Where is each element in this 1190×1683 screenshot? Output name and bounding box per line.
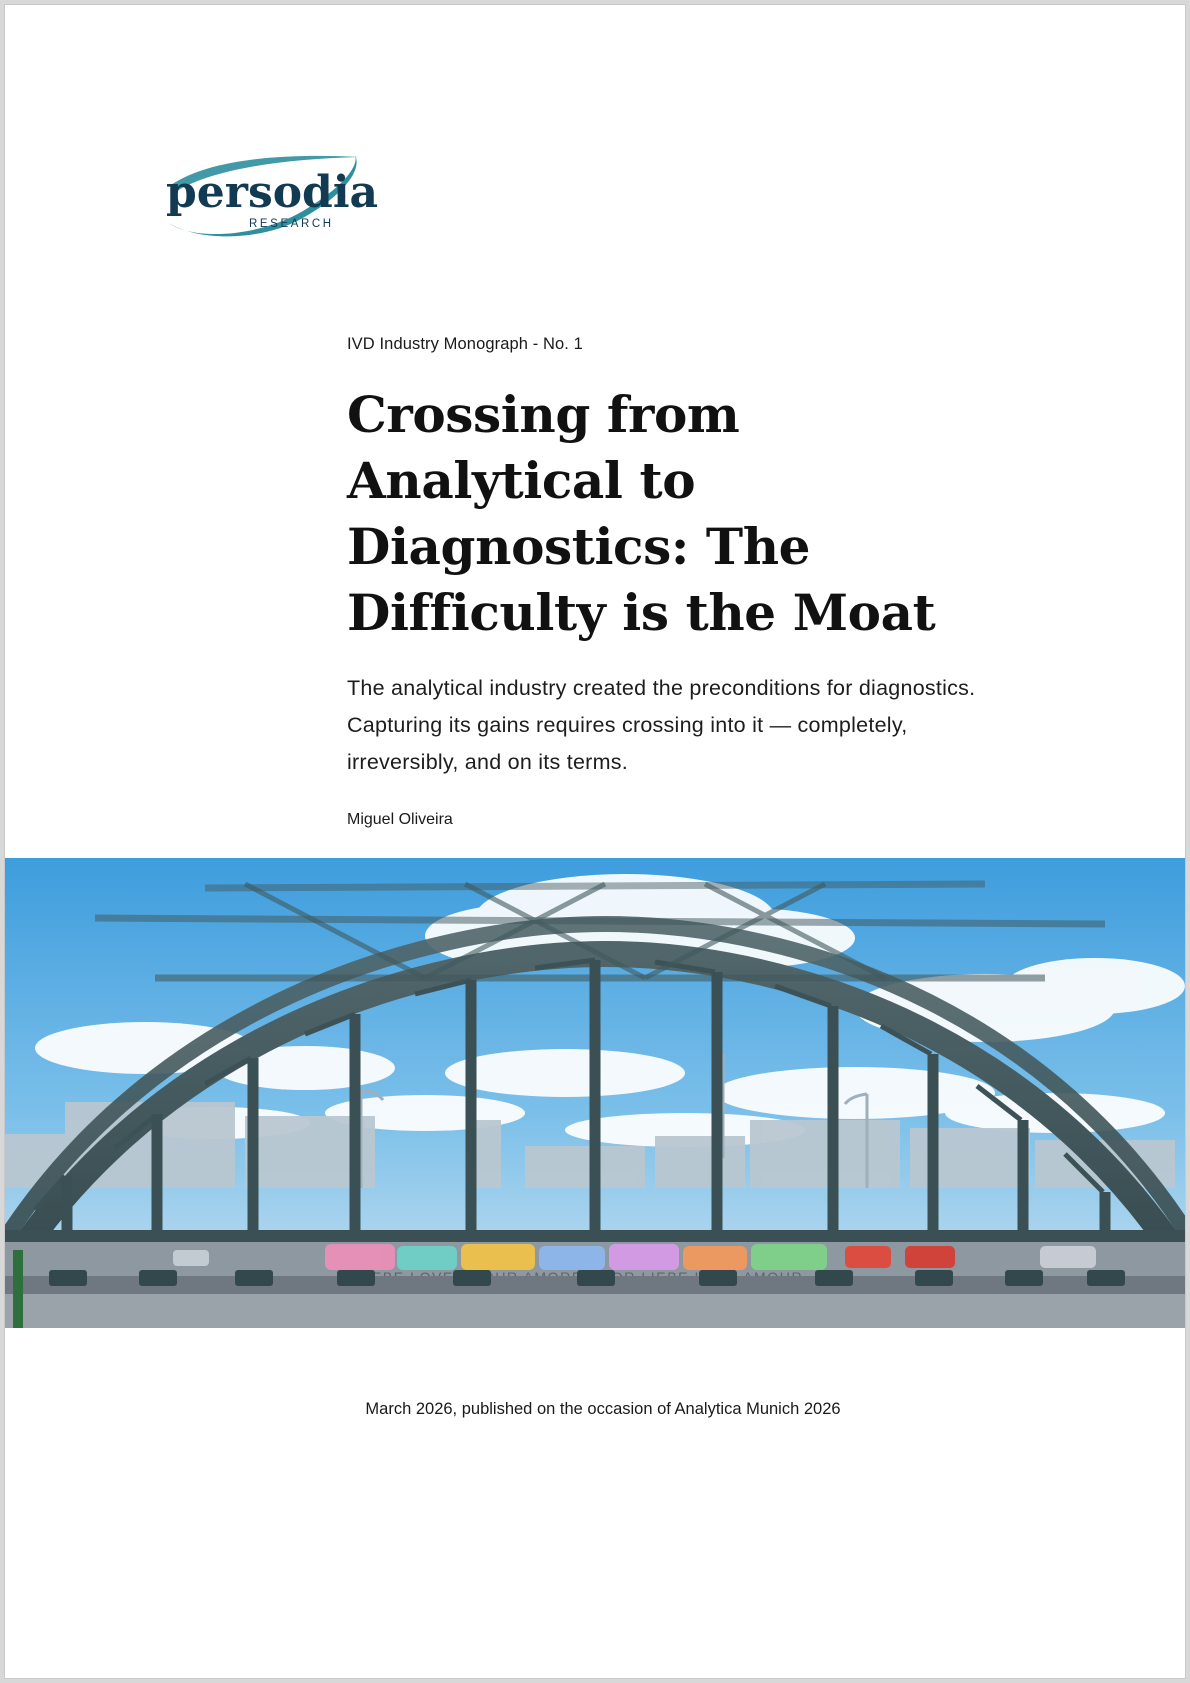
bridge-illustration [5, 858, 1185, 1328]
persodia-logo-icon [163, 145, 383, 245]
publication-note: March 2026, published on the occasion of Analytica Munich 2026 [365, 1400, 841, 1418]
footer [5, 1400, 1185, 1419]
document-page [5, 5, 1185, 1678]
cover-image [5, 858, 1185, 1328]
page-subtitle: The analytical industry created the preconditions for diagnostics. Capturing its gains requires crossing into it — completely, irreversibly, and on its terms. [347, 676, 976, 774]
logo-sub-wordmark: RESEARCH [249, 218, 334, 230]
logo-wordmark: persodia [166, 167, 379, 218]
series-label: IVD Industry Monograph - No. 1 [347, 335, 583, 353]
author-name: Miguel Oliveira [347, 810, 453, 828]
brand-logo [163, 145, 383, 245]
title-block [347, 335, 1037, 829]
page-title: Crossing from Analytical to Diagnostics: The Difficulty is the Moat [347, 385, 936, 642]
